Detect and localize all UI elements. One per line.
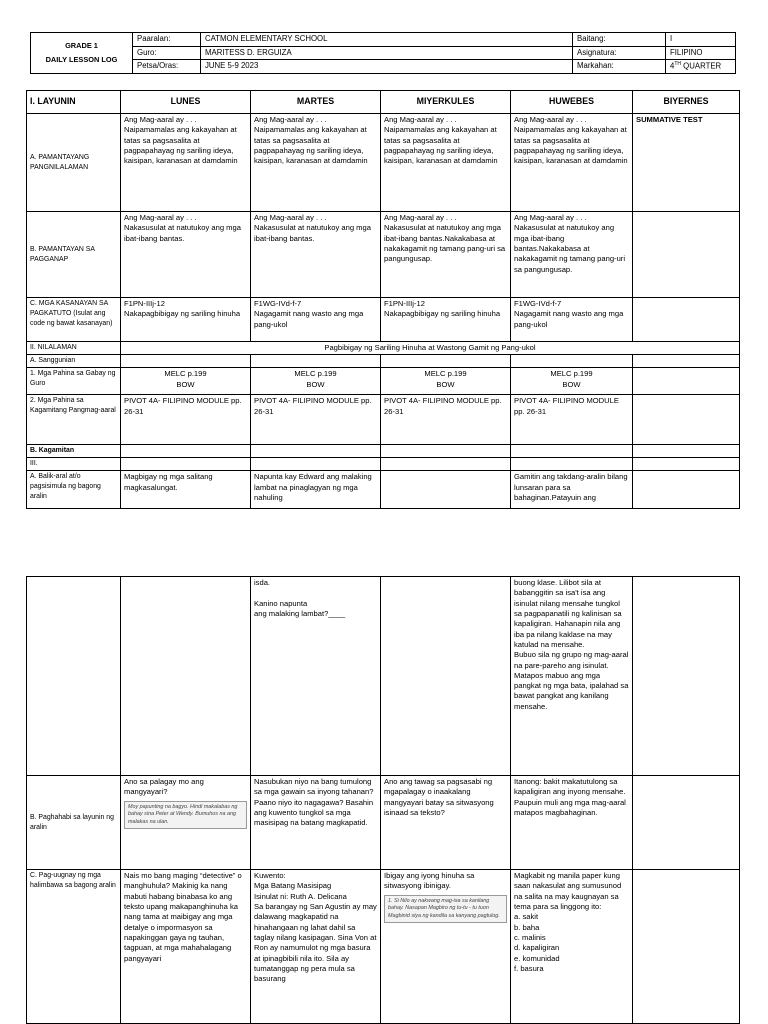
cell-gabay-miyerkules: MELC p.199 BOW <box>381 368 511 395</box>
cell-c-lunes: F1PN-IIIj-12 Nakapagbibigay ng sariling hinuha <box>121 298 251 342</box>
quarter-suffix: TH <box>674 61 682 68</box>
cell-a-martes: Ang Mag-aaral ay . . . Naipamamalas ang kakayahan at tatas sa pagsasalita at pagpapahayag ng sariling ideya, kaisipan, karanasan at damdamin <box>251 114 381 212</box>
cell-sanggunian-miyerkules <box>381 355 511 368</box>
cell-layunin-miyerkules: Ano ang tawag sa pagsasabi ng mgapalagay o inaakalang mangyayari batay sa sitwasyong isinaad sa teksto? <box>381 776 511 870</box>
header-title-line2: DAILY LESSON LOG <box>45 55 118 65</box>
lesson-log-table <box>26 90 740 509</box>
date-label: Petsa/Oras: <box>133 60 201 74</box>
header-table <box>30 32 736 74</box>
cell-kagamitan-b-martes <box>251 445 381 458</box>
cell-layunin-huwebes: Itanong: bakit makatutulong sa kapaligiran ang inyong mensahe. Paupuin muli ang mga mag-aaral matapos magbahaginan. <box>511 776 633 870</box>
row-label-pamantayang-pangnilalaman: A. PAMANTAYANG PANGNILALAMAN <box>27 114 121 212</box>
cell-b-lunes: Ang Mag-aaral ay . . . Nakasusulat at natutukoy ang mga ibat-ibang bantas. <box>121 212 251 298</box>
cell-kagamitan-martes: PIVOT 4A- FILIPINO MODULE pp. 26-31 <box>251 395 381 445</box>
cell-c-huwebes: F1WG-IVd-f-7 Nagagamit nang wasto ang mga pang-ukol <box>511 298 633 342</box>
cell-b-biyernes <box>633 212 740 298</box>
situation-excerpt-image: 1. Si Nilo ay nakwang mag-isa sa kanilang bahay. Nasapan Magbiro ng tu-tu - tu tuon Magbinid siya ng kandila sa kanyang pagtulog. <box>384 895 507 924</box>
cell-balik-huwebes: Gamitin ang takdang-aralin bilang lunsaran para sa bahaginan.Patayuin ang <box>511 471 633 509</box>
row-label-pamantayan-sa-pagganap: B. PAMANTAYAN SA PAGGANAP <box>27 212 121 298</box>
quarter-word: QUARTER <box>681 61 722 71</box>
cell-a-huwebes: Ang Mag-aaral ay . . . Naipamamalas ang kakayahan at tatas sa pagsasalita at pagpapahayag ng sariling ideya, kaisipan, karanasan at damdamin <box>511 114 633 212</box>
date-value: JUNE 5-9 2023 <box>201 60 573 74</box>
cell-iii-lunes <box>121 458 251 471</box>
cell-sanggunian-biyernes <box>633 355 740 368</box>
nilalaman-content: Pagbibigay ng Sariling Hinuha at Wastong Gamit ng Pang-ukol <box>121 342 740 355</box>
teacher-label: Guro: <box>133 46 201 60</box>
grade-label: Baitang: <box>573 33 666 47</box>
row-label-kasanayan: C. MGA KASANAYAN SA PAGKATUTO (Isulat ang code ng bawat kasanayan) <box>27 298 121 342</box>
col-header-lunes: LUNES <box>121 91 251 114</box>
cell-kagamitan-lunes: PIVOT 4A- FILIPINO MODULE pp. 26-31 <box>121 395 251 445</box>
cell-iii-miyerkules <box>381 458 511 471</box>
cell-sanggunian-lunes <box>121 355 251 368</box>
cell-kagamitan-b-biyernes <box>633 445 740 458</box>
cell-kagamitan-b-lunes <box>121 445 251 458</box>
cell-c-martes: F1WG-IVd-f-7 Nagagamit nang wasto ang mga pang-ukol <box>251 298 381 342</box>
row-label-iii: III. <box>27 458 121 471</box>
cell-halimbawa-huwebes: Magkabit ng manila paper kung saan nakasulat ang sumusunod na salita na may kaugnayan sa tema para sa linggong ito: a. sakit b. baha c. malinis d. kapaligiran e. komunidad f. basura <box>511 870 633 1024</box>
cell-balik-biyernes <box>633 471 740 509</box>
col-header-huwebes: HUWEBES <box>511 91 633 114</box>
teacher-value: MARITESS D. ERGUIZA <box>201 46 573 60</box>
cell-sanggunian-martes <box>251 355 381 368</box>
cell-c-biyernes <box>633 298 740 342</box>
header-title-line1: GRADE 1 <box>65 41 98 51</box>
story-excerpt-image: Moy papunting na bagyo. Hindi makalabas ng bahay sina Peter at Wendy. Bumuhos na ang malakas na ulan. <box>124 801 247 830</box>
school-label: Paaralan: <box>133 33 201 47</box>
cell-kagamitan-b-huwebes <box>511 445 633 458</box>
cell-balik-martes: Napunta kay Edward ang malaking lambat na pinaglagyan ng mga nahuling <box>251 471 381 509</box>
cell-cont-martes: isda. Kanino napunta ang malaking lambat?____ <box>251 577 381 776</box>
cell-a-biyernes: SUMMATIVE TEST <box>633 114 740 212</box>
cell-cont-miyerkules <box>381 577 511 776</box>
cell-iii-biyernes <box>633 458 740 471</box>
cell-halimbawa-biyernes <box>633 870 740 1024</box>
cell-layunin-biyernes <box>633 776 740 870</box>
cell-halimbawa-miyerkules <box>381 870 511 1024</box>
row-label-paghahabi-sa-layunin: B. Paghahabi sa layunin ng aralin <box>27 776 121 870</box>
quarter-value <box>666 60 736 74</box>
row-label-kagamitan: B. Kagamitan <box>27 445 121 458</box>
cell-kagamitan-b-miyerkules <box>381 445 511 458</box>
col-header-miyerkules: MIYERKULES <box>381 91 511 114</box>
cell-halimbawa-lunes: Nais mo bang maging “detective” o manghuhula? Makinig ka nang mabuti habang binabasa ko ang teksto upang makapanghinuha ka nang tama at maibigay ang mga detalye o impormasyon sa napakinggan gaya ng tauhan, tagpuan, at mga mahahalagang pangyayari <box>121 870 251 1024</box>
cell-cont-label <box>27 577 121 776</box>
cell-a-lunes: Ang Mag-aaral ay . . . Naipamamalas ang kakayahan at tatas sa pagsasalita at pagpapahayag ng sariling ideya, kaisipan, karanasan at damdamin <box>121 114 251 212</box>
grade-value: I <box>666 33 736 47</box>
cell-c-miyerkules: F1PN-IIIj-12 Nakapagbibigay ng sariling hinuha <box>381 298 511 342</box>
cell-sanggunian-huwebes <box>511 355 633 368</box>
cell-b-huwebes: Ang Mag-aaral ay . . . Nakasusulat at natutukoy ang mga ibat-ibang bantas.Nakakabasa at nakakagamit ng tamang pang-uri sa pangungusap. <box>511 212 633 298</box>
cell-gabay-biyernes <box>633 368 740 395</box>
col-header-layunin: I. LAYUNIN <box>27 91 121 114</box>
cell-balik-miyerkules <box>381 471 511 509</box>
cell-kagamitan-huwebes: PIVOT 4A- FILIPINO MODULE pp. 26-31 <box>511 395 633 445</box>
cell-kagamitan-biyernes <box>633 395 740 445</box>
school-value: CATMON ELEMENTARY SCHOOL <box>201 33 573 47</box>
cell-cont-huwebes: buong klase. Lilibot sila at babanggitin sa isa't isa ang isinulat nilang mensahe tungkol sa pagpapanatili ng kalinisan sa kapaligiran. Hahanapin nila ang iba pa nilang kaklase na may katulad na mensahe. Bubuo sila ng grupo ng mag-aaral na pare-pareho ang isinulat. Matapos mabuo ang mga pangkat ng mga bata, ipalahad sa bawat pangkat ang kanilang mensahe. <box>511 577 633 776</box>
cell-iii-huwebes <box>511 458 633 471</box>
cell-balik-lunes: Magbigay ng mga salitang magkasalungat. <box>121 471 251 509</box>
cell-layunin-lunes <box>121 776 251 870</box>
row-label-kagamitang-pangmag-aaral: 2. Mga Pahina sa Kagamitang Pangmag-aaral <box>27 395 121 445</box>
cell-b-miyerkules: Ang Mag-aaral ay . . . Nakasusulat at natutukoy ang mga ibat-ibang bantas.Nakakabasa at nakakagamit ng tamang pang-uri sa pangungusap. <box>381 212 511 298</box>
cell-iii-martes <box>251 458 381 471</box>
row-label-pag-uugnay: C. Pag-uugnay ng mga halimbawa sa bagong aralin <box>27 870 121 1024</box>
header-title <box>31 33 133 74</box>
cell-halimbawa-martes: Kuwento: Mga Batang Masisipag Isinulat ni: Ruth A. Delicana Sa barangay ng San Agustin ay may dalawang magkapatid na hinahangaan ng lahat dahil sa taglay nilang kasipagan. Sina Von at Ron ay namumulot ng mga basura at ipinagbibili nila ito. Sila ay tumatanggap ng pera mula sa basurang <box>251 870 381 1024</box>
subject-value: FILIPINO <box>666 46 736 60</box>
col-header-biyernes: BIYERNES <box>633 91 740 114</box>
cell-gabay-huwebes: MELC p.199 BOW <box>511 368 633 395</box>
row-label-nilalaman: II. NILALAMAN <box>27 342 121 355</box>
layunin-lunes-text: Ano sa palagay mo ang mangyayari? <box>124 777 204 797</box>
quarter-label: Markahan: <box>573 60 666 74</box>
cell-kagamitan-miyerkules: PIVOT 4A- FILIPINO MODULE pp. 26-31 <box>381 395 511 445</box>
cell-gabay-lunes: MELC p.199 BOW <box>121 368 251 395</box>
cell-cont-biyernes <box>633 577 740 776</box>
cell-gabay-martes: MELC p.199 BOW <box>251 368 381 395</box>
cell-a-miyerkules: Ang Mag-aaral ay . . . Naipamamalas ang kakayahan at tatas sa pagsasalita at pagpapahayag ng sariling ideya, kaisipan, karanasan at damdamin <box>381 114 511 212</box>
cell-layunin-martes: Nasubukan niyo na bang tumulong sa mga gawain sa inyong tahanan? Paano niyo ito nagagawa? Basahin ang kuwento tungkol sa mga masisipag na batang magkapatid. <box>251 776 381 870</box>
subject-label: Asignatura: <box>573 46 666 60</box>
lesson-log-table-page2 <box>26 576 740 1024</box>
col-header-martes: MARTES <box>251 91 381 114</box>
halimbawa-miyerkules-text: Ibigay ang iyong hinuha sa sitwasyong ibinigay. <box>384 871 475 891</box>
cell-cont-lunes <box>121 577 251 776</box>
row-label-balik-aral: A. Balik-aral at/o pagsisimula ng bagong aralin <box>27 471 121 509</box>
row-label-sanggunian: A. Sanggunian <box>27 355 121 368</box>
row-label-gabay-ng-guro: 1. Mga Pahina sa Gabay ng Guro <box>27 368 121 395</box>
quarter-number: 4 <box>670 61 675 71</box>
cell-b-martes: Ang Mag-aaral ay . . . Nakasusulat at natutukoy ang mga ibat-ibang bantas. <box>251 212 381 298</box>
